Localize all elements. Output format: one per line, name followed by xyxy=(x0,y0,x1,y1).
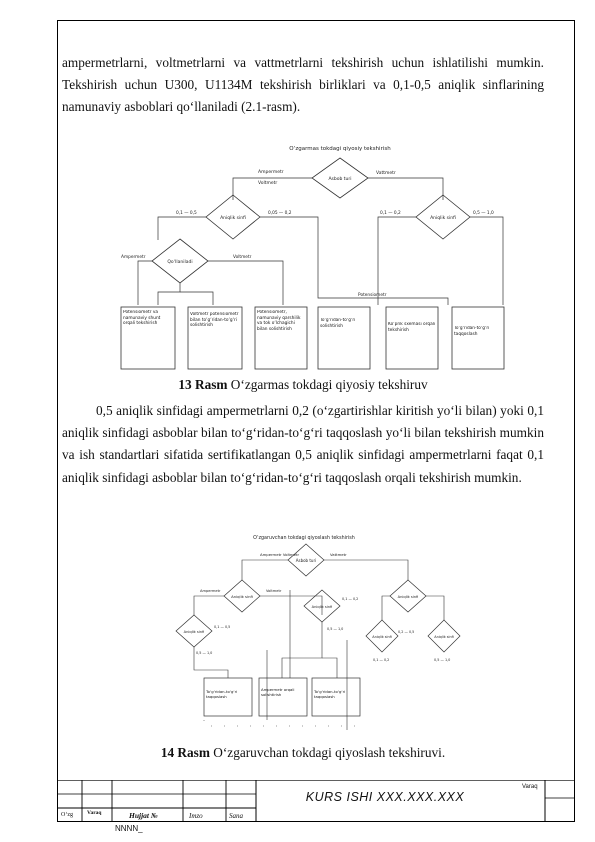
tb-ozg: O‘zg xyxy=(61,812,73,818)
fig1-title: O‘zgarmas tokdagi qiyosiy tekshirish xyxy=(289,146,391,152)
fig1-left-decision: Aniqlik sinfi xyxy=(220,216,246,221)
fig2-r6: 0,5 — 1,0 xyxy=(434,658,451,662)
tb-imzo: Imzo xyxy=(189,812,203,820)
tb-varaq: Varaq xyxy=(87,810,102,816)
figure-13-caption-text: O‘zgarmas tokdagi qiyosiy tekshiruv xyxy=(227,377,428,392)
fig2-d3: Aniqlik sinfi xyxy=(311,605,333,609)
fig1-box-2-text: Voltmetr potensiometr bilan to‘g‘ridan-to‘g‘ri solishtirish xyxy=(190,312,239,328)
figure-14-caption-text: O‘zgaruvchan tokdagi qiyoslash tekshiruvi. xyxy=(209,745,446,760)
fig1-right-branch: Vattmetr xyxy=(376,171,396,176)
figure-14-flowchart xyxy=(172,530,472,740)
fig1-sub-decision: Qo‘llaniladi xyxy=(167,260,193,265)
fig1-box-3-text: Potensiometr, namunaviy qarshilik va tok o‘lchagichi bilan solishtirish xyxy=(257,310,301,332)
fig2-top-decision: Asbob turi xyxy=(295,558,317,563)
fig2-r3: 0,1 — 0,2 xyxy=(342,597,359,601)
fig2-r2: 0,5 — 1,0 xyxy=(196,651,213,655)
fig2-title: O‘zgaruvchan tokdagi qiyoslash tekshirish xyxy=(253,536,355,541)
fig2-r7: 0,2 — 0,5 xyxy=(398,630,415,634)
figure-13-caption xyxy=(62,377,544,393)
tb-varaq-right: Varaq xyxy=(522,784,538,790)
paragraph-intro: ampermetrlarni, voltmetrlarni va vattmetrlarni tekshirish uchun ishlatilishi mumkin. Tekshirish uchun U300, U1134M tekshirish birliklari va 0,1-0,5 aniqlik sinflarining namunaviy asboblari qo‘llaniladi (2.1-rasm). xyxy=(62,55,544,115)
fig2-d1: Aniqlik sinfi xyxy=(231,594,253,599)
fig2-r1: 0,1 — 0,5 xyxy=(214,625,231,629)
fig2-d5: Aniqlik sinfi xyxy=(372,635,392,639)
fig1-box-1-text: Potensiometr va namunaviy shunt orqali tekshirish xyxy=(123,310,161,326)
fig2-left-branch: Ampermetr Voltmetr xyxy=(260,552,300,557)
fig2-d4: Aniqlik sinfi xyxy=(397,595,419,599)
fig1-box-4-text: To‘g‘ridan-to‘g‘ri solishtirish xyxy=(320,318,356,329)
tb-nnnn: NNNN_ xyxy=(115,824,143,833)
fig1-sub-left: Ampermetr xyxy=(121,255,146,260)
fig1-range-c: 0,1 — 0,2 xyxy=(380,211,401,216)
fig1-mid-label: Potensiometr xyxy=(358,293,387,298)
fig2-d1-left: Ampermetr xyxy=(200,589,221,593)
fig1-right-decision: Aniqlik sinfi xyxy=(430,216,456,221)
fig1-left-branch: Ampermetr xyxy=(258,170,284,175)
fig1-sub-right: Voltmetr xyxy=(233,255,252,260)
fig1-top-decision: Asbob turi xyxy=(328,177,352,182)
figure-14-caption xyxy=(62,745,544,761)
fig2-r5: 0,1 — 0,2 xyxy=(373,658,390,662)
paragraph-accuracy: 0,5 aniqlik sinfidagi ampermetrlarni 0,2 (o‘zgartirishlar kiritish yo‘li bilan) yoki 0,1 aniqlik sinfidagi asboblar bilan to‘g‘ridan-to‘g‘ri taqqoslash yo‘li bilan tekshirish mumkin va ish standartlari sifatida sertifikatlangan 0,5 aniqlik sinfidagi ampermetrlarni faqat 0,1 aniqlik sinfidagi asboblar bilan to‘g‘ridan-to‘g‘ri taqqoslash orqali tekshirish mumkin. xyxy=(62,403,544,485)
figure-13-number: 13 Rasm xyxy=(178,377,228,392)
fig2-right-branch: Vattmetr xyxy=(330,552,347,557)
fig1-range-b: 0,05 — 0,2 xyxy=(268,211,292,216)
figure-14-number: 14 Rasm xyxy=(160,745,210,760)
fig2-d2: Aniqlik sinfi xyxy=(183,630,205,634)
tb-sana: Sana xyxy=(229,812,243,820)
fig1-range-d: 0,5 — 1,0 xyxy=(473,211,494,216)
document-code-title: KURS ISHI XXX.XXX.XXX xyxy=(305,790,465,804)
fig1-box-5-text: Ko‘prik sxemasi orqali tekshirish xyxy=(388,322,436,333)
fig2-box-3-text: To‘g‘ridan-to‘g‘ri taqqoslash xyxy=(314,690,346,699)
fig2-d1-right: Voltmetr xyxy=(266,589,282,593)
fig2-d6: Aniqlik sinfi xyxy=(434,635,454,639)
fig1-box-6-text: To‘g‘ridan-to‘g‘ri taqqoslash xyxy=(454,326,490,337)
fig2-r4: 0,5 — 1,0 xyxy=(327,627,344,631)
figure-13-flowchart xyxy=(118,140,508,372)
fig2-box-2-text: Ampermetr orqali solishtirish xyxy=(261,688,295,697)
fig1-left-branch2: Voltmetr xyxy=(258,181,278,186)
fig1-range-a: 0,1 — 0,5 xyxy=(176,211,197,216)
tb-hujjat: Hujjat № xyxy=(129,811,158,820)
fig2-box-1-text: To‘g‘ridan-to‘g‘ri taqqoslash xyxy=(206,690,238,699)
